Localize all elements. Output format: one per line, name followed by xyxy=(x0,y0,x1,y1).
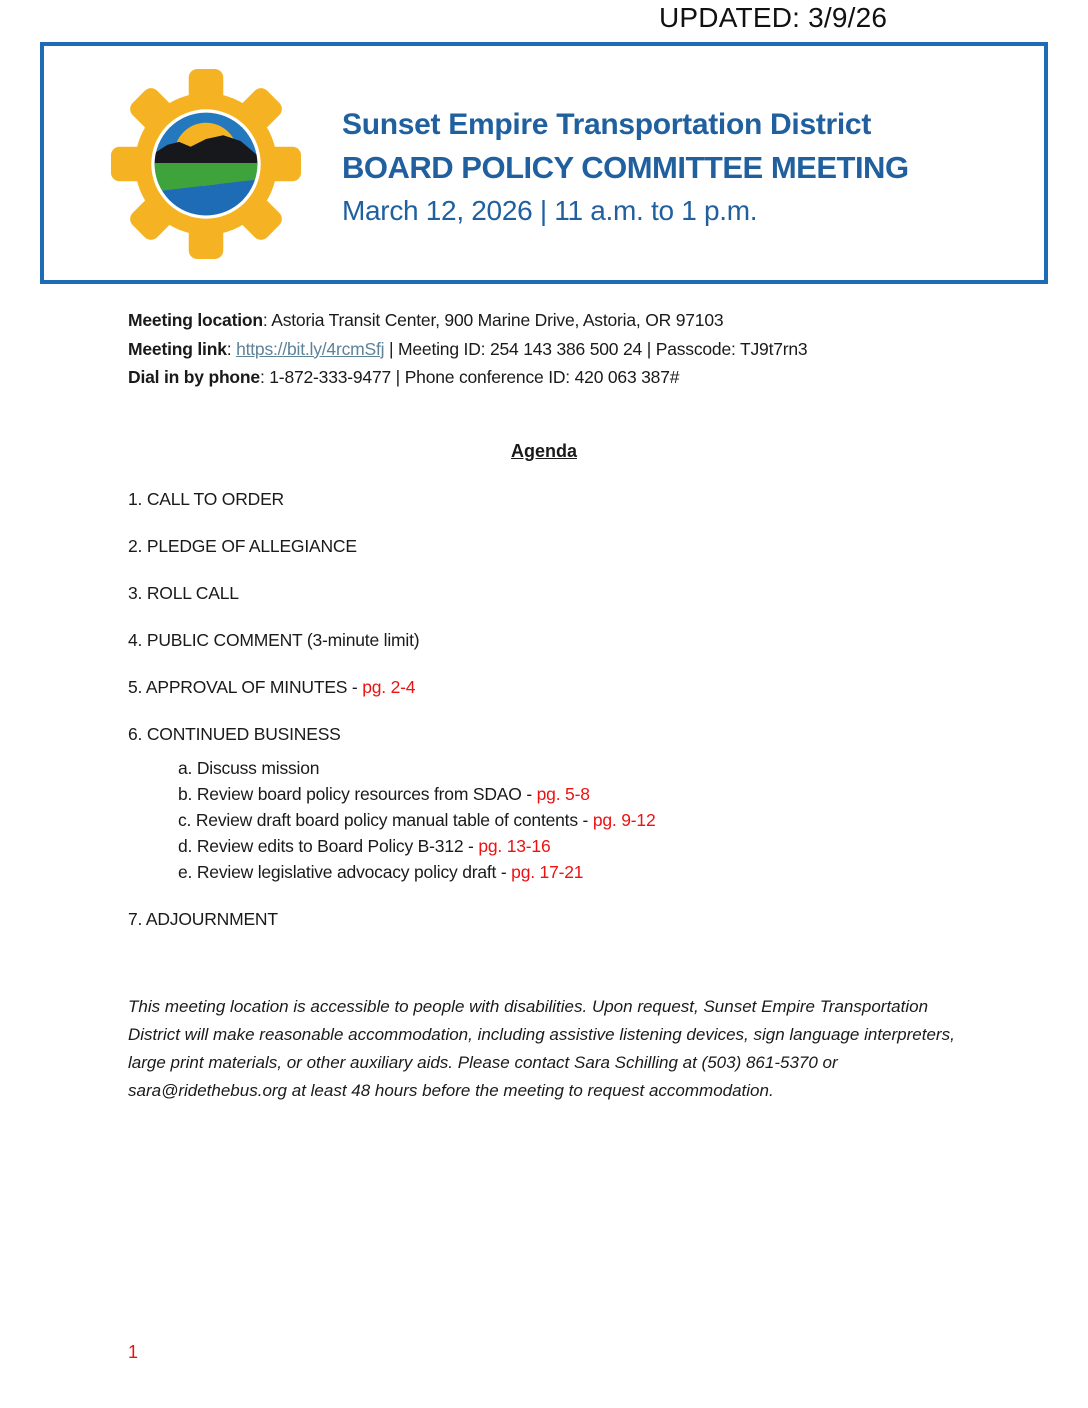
agenda-item-roll-call xyxy=(128,580,655,606)
meeting-info-block xyxy=(128,306,807,392)
meeting-link[interactable]: https://bit.ly/4rcmSfj xyxy=(236,338,385,359)
agenda-list xyxy=(128,486,655,953)
org-name: Sunset Empire Transportation District xyxy=(342,108,872,141)
page-ref: pg. 13-16 xyxy=(478,836,551,856)
agenda-item-text: 2. PLEDGE OF ALLEGIANCE xyxy=(128,536,357,556)
meeting-datetime: March 12, 2026 | 11 a.m. to 1 p.m. xyxy=(342,195,758,226)
agenda-item-text: 3. ROLL CALL xyxy=(128,583,239,603)
meeting-location-line xyxy=(128,306,807,335)
dial-in-line xyxy=(128,363,807,392)
page-ref: pg. 9-12 xyxy=(592,810,656,830)
meeting-id-passcode: | Meeting ID: 254 143 386 500 24 | Passcode: TJ9t7rn3 xyxy=(384,338,808,359)
dial-in-label: Dial in by phone xyxy=(128,367,260,387)
header-box xyxy=(40,42,1048,284)
page-ref: pg. 17-21 xyxy=(511,862,584,882)
sub-item-text: b. Review board policy resources from SDAO - xyxy=(178,784,537,804)
header-text-block xyxy=(342,104,909,232)
meeting-location-label: Meeting location xyxy=(128,310,263,330)
agenda-item-approval-of-minutes xyxy=(128,674,655,700)
sub-item-board-policy-resources xyxy=(178,781,655,807)
meeting-title: BOARD POLICY COMMITTEE MEETING xyxy=(342,150,909,185)
dial-in-value: : 1-872-333-9477 | Phone conference ID: 420 063 387# xyxy=(259,367,680,387)
meeting-link-separator: : xyxy=(226,338,237,359)
continued-business-sub-list xyxy=(178,755,655,885)
updated-stamp: UPDATED: 3/9/26 xyxy=(659,2,888,33)
agenda-item-pledge xyxy=(128,533,655,559)
sub-item-text: a. Discuss mission xyxy=(178,758,320,778)
accessibility-note: This meeting location is accessible to people with disabilities. Upon request, Sunset Empire Transportation District will make reasonable accommodation, including assistive listening devices, sign language interpreters, large print materials, or other auxiliary aids. Please contact Sara Schilling at (503) 861-5370 or sara@ridethebus.org at least 48 hours before the meeting to request accommodation. xyxy=(128,997,955,1100)
agenda-item-text: 1. CALL TO ORDER xyxy=(128,489,284,509)
agenda-item-text: 4. PUBLIC COMMENT (3-minute limit) xyxy=(128,630,420,650)
page-ref: pg. 2-4 xyxy=(362,677,416,697)
sub-item-discuss-mission xyxy=(178,755,655,781)
agenda-item-text: 7. ADJOURNMENT xyxy=(128,909,278,929)
meeting-link-label: Meeting link xyxy=(128,338,227,359)
page-number: 1 xyxy=(128,1342,139,1362)
agenda-heading: Agenda xyxy=(510,441,577,461)
sub-item-text: d. Review edits to Board Policy B-312 - xyxy=(178,836,479,856)
agenda-item-text: 5. APPROVAL OF MINUTES - xyxy=(128,677,363,697)
agenda-item-call-to-order xyxy=(128,486,655,512)
meeting-link-line xyxy=(128,335,807,364)
agenda-item-adjournment xyxy=(128,906,655,932)
agenda-item-public-comment xyxy=(128,627,655,653)
page-ref: pg. 5-8 xyxy=(536,784,590,804)
sub-item-policy-manual-toc xyxy=(178,807,655,833)
sub-item-text: c. Review draft board policy manual table of contents - xyxy=(178,810,593,830)
agenda-item-text: 6. CONTINUED BUSINESS xyxy=(128,724,341,744)
meeting-location-value: : Astoria Transit Center, 900 Marine Drive, Astoria, OR 97103 xyxy=(262,310,724,330)
agenda-item-continued-business xyxy=(128,721,655,885)
sub-item-board-policy-b312 xyxy=(178,833,655,859)
sub-item-legislative-advocacy xyxy=(178,859,655,885)
sub-item-text: e. Review legislative advocacy policy draft - xyxy=(178,862,512,882)
transit-district-gear-logo-icon xyxy=(110,64,302,264)
